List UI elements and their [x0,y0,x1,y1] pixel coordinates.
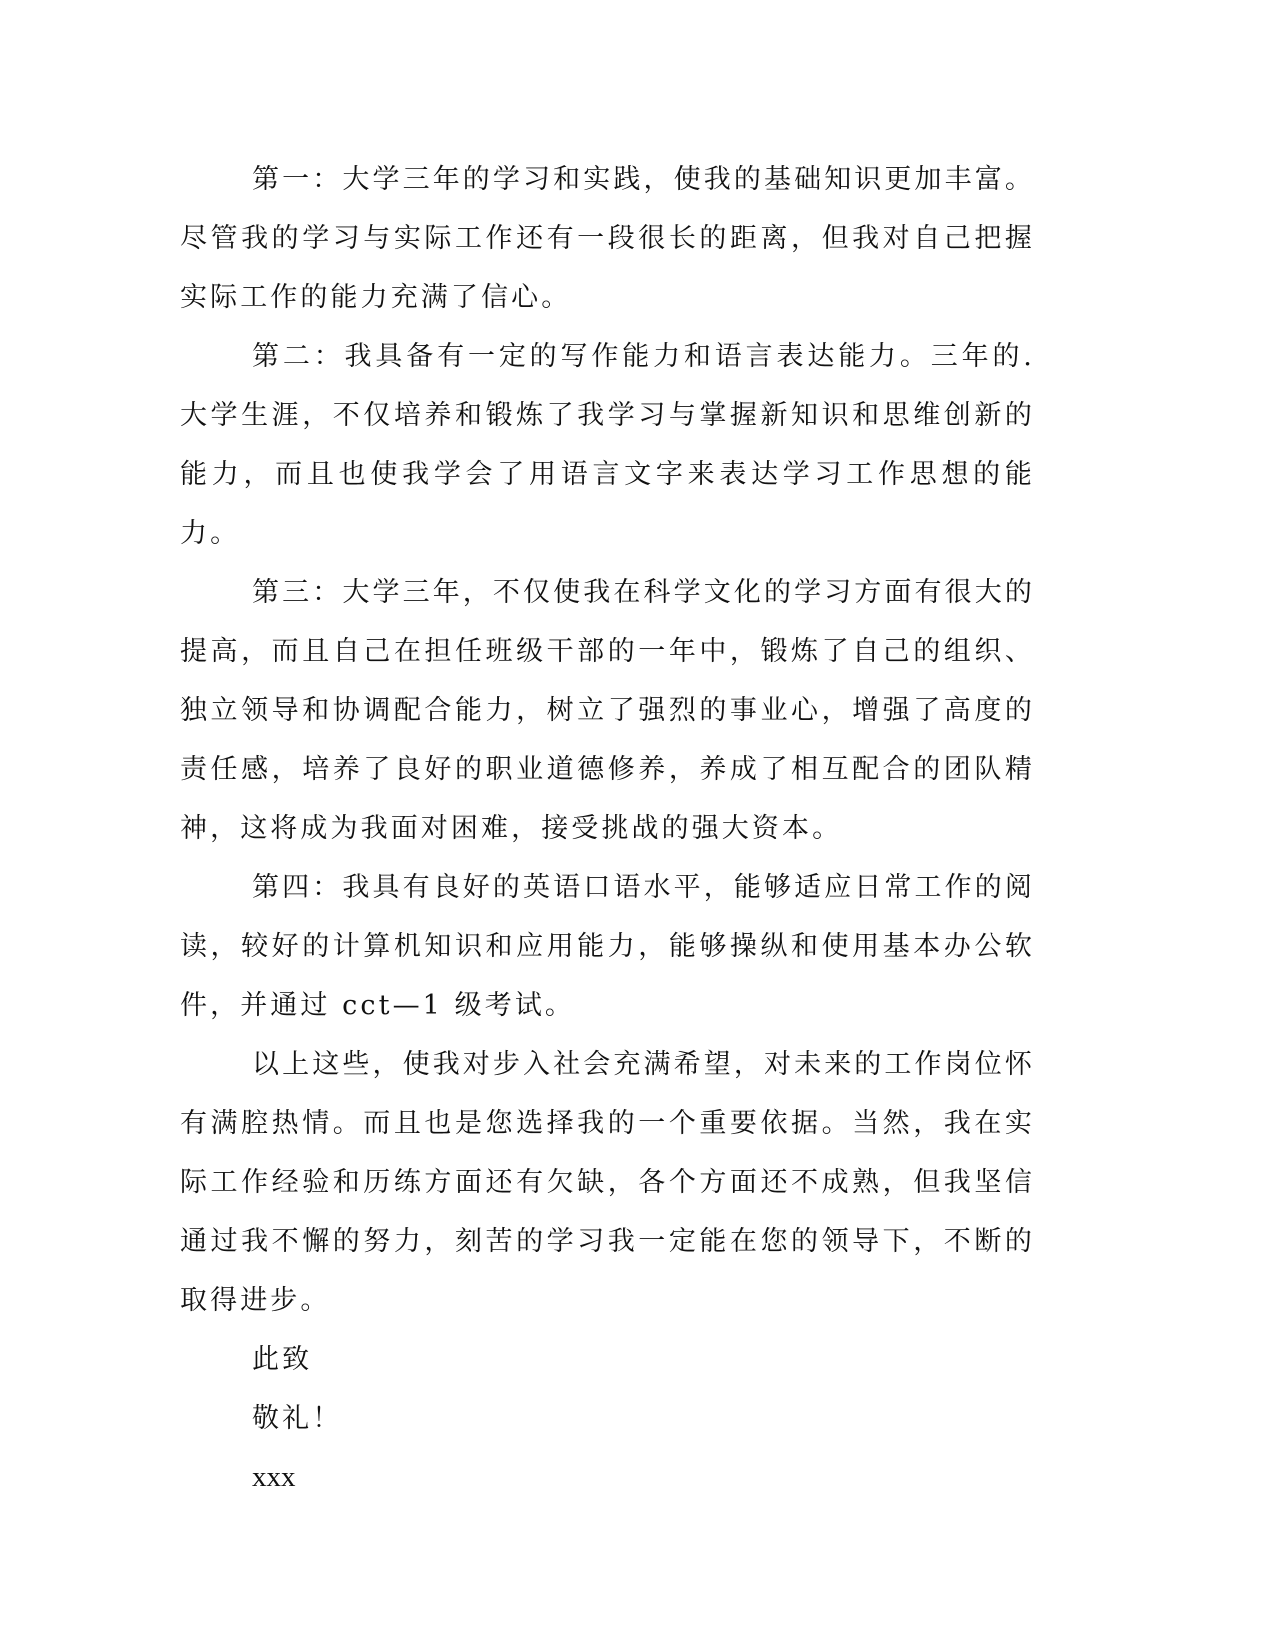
paragraph-first-point: 第一：大学三年的学习和实践，使我的基础知识更加丰富。尽管我的学习与实际工作还有一段很长的距离，但我对自己把握实际工作的能力充满了信心。 [180,164,1035,313]
document-body [180,150,1035,1507]
paragraph-third-point: 第三：大学三年，不仅使我在科学文化的学习方面有很大的提高，而且自己在担任班级干部的一年中，锻炼了自己的组织、独立领导和协调配合能力，树立了强烈的事业心，增强了高度的责任感，培养了良好的职业道德修养，养成了相互配合的团队精神，这将成为我面对困难，接受挑战的强大资本。 [180,577,1035,844]
closing-regards: 敬礼！ [252,1403,343,1434]
closing-salutation: 此致 [252,1344,313,1375]
paragraph-fourth-point: 第四：我具有良好的英语口语水平，能够适应日常工作的阅读，较好的计算机知识和应用能力，能够操纵和使用基本办公软件，并通过 cct—1 级考试。 [180,872,1035,1021]
signature-name: xxx [252,1461,296,1493]
paragraph-second-point: 第二：我具备有一定的写作能力和语言表达能力。三年的.大学生涯，不仅培养和锻炼了我学习与掌握新知识和思维创新的能力，而且也使我学会了用语言文字来表达学习工作思想的能力。 [180,341,1035,549]
paragraph-summary: 以上这些，使我对步入社会充满希望，对未来的工作岗位怀有满腔热情。而且也是您选择我的一个重要依据。当然，我在实际工作经验和历练方面还有欠缺，各个方面还不成熟，但我坚信通过我不懈的努力，刻苦的学习我一定能在您的领导下，不断的取得进步。 [180,1049,1035,1316]
